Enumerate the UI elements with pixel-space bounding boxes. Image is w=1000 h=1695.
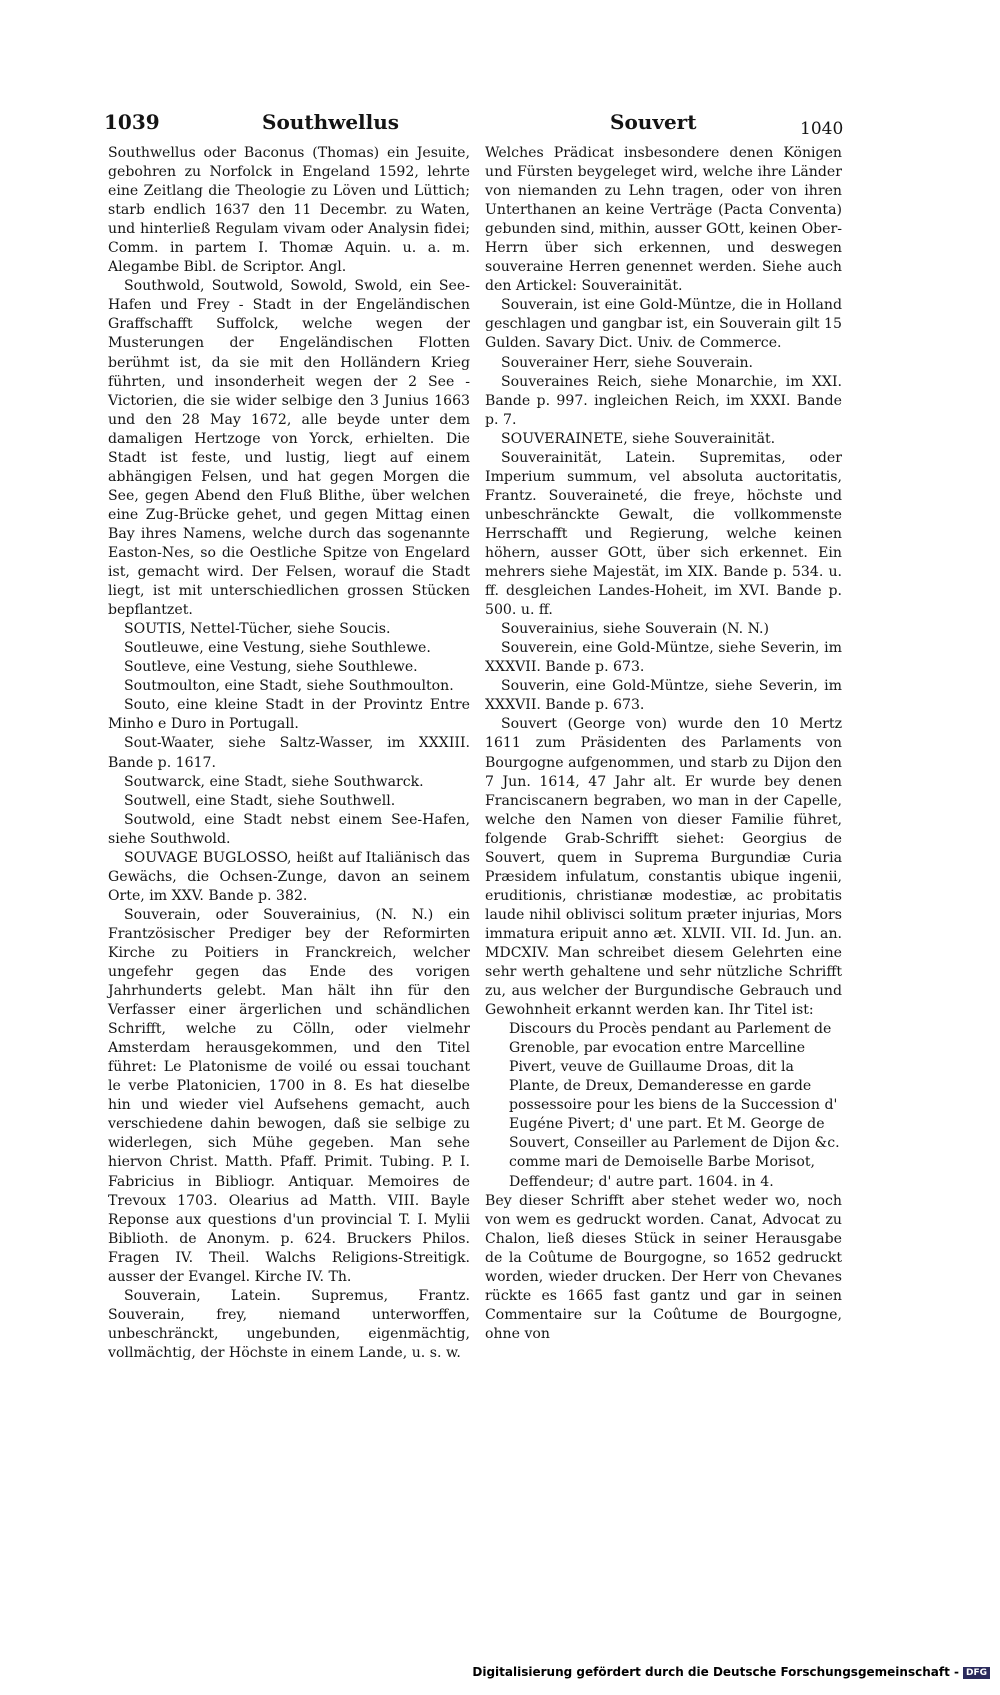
quoted-title: Discours du Procès pendant au Parlement de Grenoble, par evocation entre Marcelline Pivert, veuve de Guillaume Droas, dit la Plante, de Dreux, Demanderesse en garde possessoire pour les biens de la Succession d' Eugéne Pivert; d' une part. Et M. George de Souvert, Conseiller au Parlement de Dijon &c. comme mari de Demoiselle Barbe Morisot, Deffendeur; d' autre part. 1604. in 4. xyxy=(509,1021,840,1190)
entry-paragraph: Souverain, oder Souverainius, (N. N.) ein Frantzösischer Prediger bey der Reformirten Kirche zu Poitiers in Franckreich, welcher ungefehr gegen das Ende des vorigen Jahrhunderts gelebt. Man hält ihn für den Verfasser einer ärgerlichen und schändlichen Schrifft, welche zu Cölln, oder vielmehr Amsterdam herausgekommen, und den Titel führet: Le Platonisme de voilé ou essai touchant le verbe Platonicien, 1700 in 8. Es hat dieselbe hin und wieder viel Aufsehens gemacht, auch verschiedene dahin bewogen, daß sie selbige zu widerlegen, sich Mühe gegeben. Man sehe hiervon Christ. Matth. Pfaff. Primit. Tubing. P. I. Fabricius in Bibliogr. Antiquar. Memoires de Trevoux 1703. Olearius ad Matth. VIII. Bayle Reponse aux questions d'un provincial T. I. Mylii Biblioth. de Anonym. p. 624. Bruckers Philos. Fragen IV. Theil. Walchs Religions-Streitigk. ausser der Evangel. Kirche IV. Th. xyxy=(108,906,470,1285)
entry-paragraph: Souverainer Herr, siehe Souverain. xyxy=(501,354,754,371)
entry-paragraph: Soutleuwe, eine Vestung, siehe Southlewe. xyxy=(124,640,431,657)
entry-paragraph: Souverain, Latein. Supremus, Frantz. Souverain, frey, niemand unterworffen, unbeschränckt, ungebunden, eigenmächtig, vollmächtig, der Höchste in einem Lande, u. s. w. xyxy=(108,1287,470,1361)
entry-paragraph: Souverain, ist eine Gold-Müntze, die in Holland geschlagen und gangbar ist, ein Souverain gilt 15 Gulden. Savary Dict. Univ. de Commerce. xyxy=(485,297,842,352)
entry-paragraph: Soutmoulton, eine Stadt, siehe Southmoulton. xyxy=(124,678,454,695)
entry-paragraph: SOUVERAINETE, siehe Souverainität. xyxy=(501,430,776,447)
entry-paragraph: Souto, eine kleine Stadt in der Provintz Entre Minho e Duro in Portugall. xyxy=(108,697,470,733)
entry-paragraph: SOUTIS, Nettel-Tücher, siehe Soucis. xyxy=(124,621,391,638)
right-column xyxy=(485,144,842,1344)
entry-paragraph: Soutwarck, eine Stadt, siehe Southwarck. xyxy=(124,773,424,790)
entry-paragraph: Souveraines Reich, siehe Monarchie, im XXI. Bande p. 997. ingleichen Reich, im XXXI. Bande p. 7. xyxy=(485,373,842,428)
entry-paragraph: Souverainius, siehe Souverain (N. N.) xyxy=(501,621,770,638)
entry-paragraph: Souverin, eine Gold-Müntze, siehe Severin, im XXXVII. Bande p. 673. xyxy=(485,678,842,714)
left-column xyxy=(108,144,470,1363)
entry-paragraph: Welches Prädicat insbesondere denen Königen und Fürsten beygeleget wird, welche ihre Länder von niemanden zu Lehn tragen, oder von ihren Unterthanen an keine Verträge (Pacta Conventa) gebunden sind, mithin, ausser GOtt, keinen Ober-Herrn über sich erkennen, und deswegen souveraine Herren genennet werden. Siehe auch den Artickel: Souverainität. xyxy=(485,145,842,295)
entry-paragraph: SOUVAGE BUGLOSSO, heißt auf Italiänisch das Gewächs, die Ochsen-Zunge, davon an seinem Orte, im XXV. Bande p. 382. xyxy=(108,849,470,904)
entry-paragraph: Southwellus oder Baconus (Thomas) ein Jesuite, gebohren zu Norfolck in Engeland 1592, lehrte eine Zeitlang die Theologie zu Löven und Lüttich; starb endlich 1637 den 11 Decembr. zu Waten, und hinterließ Regulam vivam oder Analysin fidei; Comm. in partem I. Thomæ Aquin. u. a. m. Alegambe Bibl. de Scriptor. Angl. xyxy=(108,145,470,276)
entry-paragraph: Bey dieser Schrifft aber stehet weder wo, noch von wem es gedruckt worden. Canat, Advocat zu Chalon, ließ dieses Stück in seiner Herausgabe de la Coûtume de Bourgogne, so 1652 gedruckt worden, wieder drucken. Der Herr von Chevanes rückte es 1665 fast gantz und gar in seinen Commentaire sur la Coûtume de Bourgogne, ohne von xyxy=(485,1192,842,1342)
entry-paragraph: Sout-Waater, siehe Saltz-Wasser, im XXXIII. Bande p. 1617. xyxy=(108,735,470,771)
entry-paragraph: Soutwold, eine Stadt nebst einem See-Hafen, siehe Southwold. xyxy=(108,811,470,847)
footer-text: Digitalisierung gefördert durch die Deutsche Forschungsgemeinschaft - xyxy=(472,1665,959,1679)
entry-paragraph: Southwold, Soutwold, Sowold, Swold, ein See- Hafen und Frey - Stadt in der Engeländischen Graffschafft Suffolck, welche wegen der Musterungen der Engeländischen Flotten berühmt ist, da sie mit den Holländern Krieg führten, und insonderheit wegen der 2 See - Victorien, die sie wider selbige den 3 Junius 1663 und den 28 May 1672, alle beyde unter dem damaligen Hertzoge von Yorck, erhielten. Die Stadt ist feste, und lustig, liegt auf einem abhängigen Felsen, und hat gegen Morgen die See, gegen Abend den Fluß Blithe, über welchen eine Zug-Brücke gehet, und gegen Mittag einen Bay ihres Namens, welche durch das sogenannte Easton-Nes, so die Oestliche Spitze von Engelard ist, gemacht wird. Der Felsen, worauf die Stadt liegt, ist mit unterschiedlichen grossen Stücken bepflantzet. xyxy=(108,278,470,619)
entry-paragraph: Souvert (George von) wurde den 10 Mertz 1611 zum Präsidenten des Parlaments von Bourgogne aufgenommen, und starb zu Dijon den 7 Jun. 1614, 47 Jahr alt. Er wurde bey denen Franciscanern begraben, wo man in der Capelle, welche den Namen von dieser Familie führet, folgende Grab-Schrifft siehet: Georgius de Souvert, quem in Suprema Burgundiæ Curia Præsidem infulatum, constantis ubique ingenii, eruditionis, christianæ modestiæ, ac probitatis laude nihil oblivisci solitum præter injurias, Mors immatura eripuit anno æt. XLVII. VII. Id. Jun. an. MDCXIV. Man schreibet diesem Gelehrten eine sehr werth gehaltene und sehr nützliche Schrifft zu, aus welcher der Burgundische Gebrauch und Gewohnheit erkannt werden kan. Ihr Titel ist: xyxy=(485,716,842,1019)
right-running-head: Souvert xyxy=(610,110,697,134)
right-column-number: 1040 xyxy=(800,119,844,139)
entry-paragraph: Soutleve, eine Vestung, siehe Southlewe. xyxy=(124,659,418,676)
entry-paragraph: Soutwell, eine Stadt, siehe Southwell. xyxy=(124,792,396,809)
entry-paragraph: Souverein, eine Gold-Müntze, siehe Severin, im XXXVII. Bande p. 673. xyxy=(485,640,842,676)
left-column-number: 1039 xyxy=(104,110,160,134)
left-running-head: Southwellus xyxy=(262,110,400,134)
digitization-footer xyxy=(0,1665,990,1679)
dfg-logo: DFG xyxy=(963,1667,990,1679)
entry-paragraph: Souverainität, Latein. Supremitas, oder Imperium summum, vel absoluta auctoritatis, Frantz. Souveraineté, die freye, höchste und unbeschränckte Gewalt, die vollkommenste Herrschafft und Regierung, welche keinen höhern, ausser GOtt, über sich erkennet. Ein mehrers siehe Majestät, im XIX. Bande p. 534. u. ff. desgleichen Landes-Hoheit, im XVI. Bande p. 500. u. ff. xyxy=(485,449,842,619)
